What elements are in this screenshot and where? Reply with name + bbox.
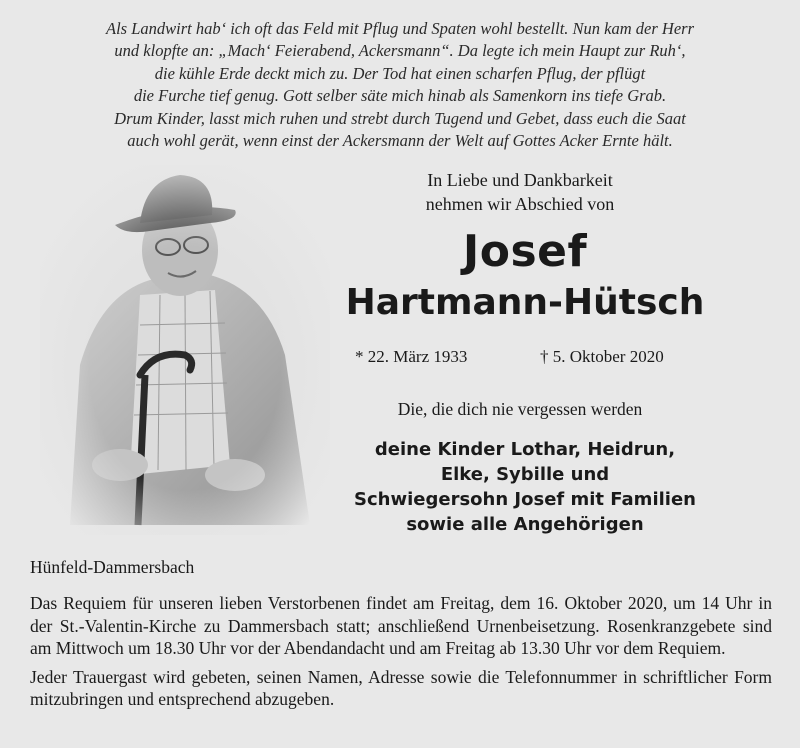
intro [350,168,690,216]
notice-paragraph: Jeder Trauergast wird gebeten, seinen Namen, Adresse sowie die Telefonnummer in schriftlicher Form mitzubringen und entsprechend abzugeben. [30,666,772,709]
mourner-line: sowie alle Angehörigen [406,514,644,535]
death-date: † 5. Oktober 2020 [540,347,664,366]
mourner-line: deine Kinder Lothar, Heidrun, [374,439,676,460]
poem-line: Drum Kinder, lasst mich ruhen und strebt durch Tugend und Gebet, dass euch die Saat [114,108,686,128]
portrait-photo [40,165,330,535]
birth-date: * 22. März 1933 [355,347,468,366]
poem-line: auch wohl gerät, wenn einst der Ackersmann der Welt auf Gottes Acker Ernte hält. [127,131,673,151]
deceased-last-name: Hartmann-Hütsch [345,282,705,323]
mourners-intro: Die, die dich nie vergessen werden [397,399,643,419]
mourners-list [340,437,710,537]
poem-line: die Furche tief genug. Gott selber säte mich hinab als Samenkorn ins tiefe Grab. [133,86,667,106]
mourner-line: Elke, Sybille und [440,464,610,485]
poem [40,18,760,152]
notice-paragraph: Das Requiem für unseren lieben Verstorbenen findet am Freitag, dem 16. Oktober 2020, um 14 Uhr in der St.-Valentin-Kirche zu Dammersbach statt; anschließend Urnenbeisetzung. Rosenkranzgebete sind am Mittwoch um 18.30 Uhr vor der Abendandacht und am Freitag ab 13.30 Uhr vor dem Requiem. [30,593,772,658]
poem-line: Als Landwirt hab‘ ich oft das Feld mit Pflug und Spaten wohl bestellt. Nun kam der Herr [105,19,694,38]
mourner-line: Schwiegersohn Josef mit Familien [354,489,696,510]
poem-line: die kühle Erde deckt mich zu. Der Tod hat einen scharfen Pflug, der pflügt [154,63,646,83]
intro-line: In Liebe und Dankbarkeit [427,170,613,190]
poem-line: und klopfte an: „Mach‘ Feierabend, Ackersmann“. Da legte ich mein Haupt zur Ruh‘, [114,41,686,61]
deceased-first-name: Josef [462,226,588,277]
funeral-notice [30,592,772,711]
intro-line: nehmen wir Abschied von [425,194,615,214]
place: Hünfeld-Dammersbach [30,557,195,577]
